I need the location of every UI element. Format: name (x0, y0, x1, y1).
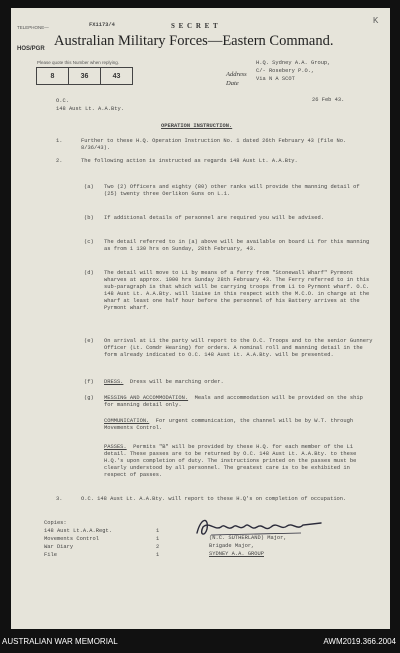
communication-text: For urgent communication, the channel will be by W.T. through Movements Control. (104, 418, 354, 431)
address-line-1: H.Q. Sydney A.A. Group, (256, 60, 331, 66)
copy-row-4-to: File (44, 552, 57, 558)
quote-note: Please quote this Number when replying. (37, 60, 120, 65)
item-c-text: The detail referred to in (a) above will be available on board L1 for this manning as from 1 130 hrs on Sunday, 28th February, 43. (104, 239, 370, 252)
letterhead-title: Australian Military Forces—Eastern Command. (54, 33, 334, 49)
telephone-label: TELEPHONE— (17, 25, 49, 30)
item-e-label: (e) (84, 338, 94, 344)
item-g-text: Meals and accommodation will be provided on the ship for manning detail only. (104, 395, 363, 408)
item-g-heading: MESSING AND ACCOMMODATION. (104, 395, 189, 401)
item-g-label: (g) (84, 395, 94, 401)
ref-box-2: 36 (69, 68, 101, 84)
address-line-2: C/- Rosebery P.O., (256, 68, 315, 74)
address-label: Address (226, 71, 247, 78)
copy-row-3-to: War Diary (44, 544, 74, 550)
item-f-text: Dress will be marching order. (129, 379, 224, 385)
copy-row-1-count: 1 (156, 528, 160, 534)
copy-row-2-to: Movements Control (44, 536, 99, 542)
ref-box-3: 43 (112, 72, 121, 80)
archive-footer (0, 633, 400, 653)
recipient-line-1: O.C. (56, 98, 69, 104)
para3-text: O.C. 148 Aust Lt. A.A.Bty. will report to these H.Q's on completion of occupation. (81, 496, 347, 502)
para2-text: The following action is instructed as regards 148 Aust Lt. A.A.Bty. (81, 158, 298, 164)
item-e-text: On arrival at L1 the party will report to the O.C. Troops and to the senior Gunnery Officer (Lt. Comdr Hearing) for orders. A nominal roll and manning detail in the form already indicated to O.C. 148 Aust Lt. A.A.Bty. will be presented. (104, 338, 373, 358)
copy-row-3-count: 2 (156, 544, 160, 550)
item-b-text: If additional details of personnel are required you will be advised. (104, 215, 324, 221)
handwritten-mark: K (373, 16, 379, 25)
secret-marking: S E C R E T (171, 22, 219, 30)
ref-box-1: 8 (37, 68, 69, 84)
file-reference: FX1173/4 (89, 22, 115, 28)
passes-body (104, 444, 374, 479)
copies-label: Copies: (44, 520, 67, 526)
copy-row-1-to: 148 Aust Lt.A.A.Regt. (44, 528, 112, 534)
address-line-3: Via N A SCOT (256, 76, 295, 82)
para1-number: 1. (56, 138, 63, 144)
item-a-text: Two (2) Officers and eighty (80) other ranks will provide the manning detail of (25) twenty three Oerlikon Guns on L.1. (104, 184, 360, 197)
passes-text: Permits "B" will be provided by these H.Q. for each member of the L1 detail. These passes are to be returned by O.C. 148 Aust Lt. A.A.Bty. to these H.Q.'s upon completion of duty. The instructions printed on the passes must be clearly understood by all personnel. The greatest care is to be exhibited in respect of passes. (104, 444, 357, 478)
signatory-rank: Brigade Major, (209, 543, 255, 549)
signatory-name: (N.C. SUTHERLAND) Major, (209, 535, 287, 541)
para2-number: 2. (56, 158, 63, 164)
item-d-text: The detail will move to L1 by means of a ferry from "Stonewall Wharf" Pyrmont wharves at approx. 1000 hrs Sunday 28th February 43. The Ferry referred to in this sub-paragraph is that which will be carrying troops from L1 to Pyrmont wharf. O.C. 148 Aust Lt. A.A.Bty. will liaise in this respect with the M.C.O. in charge at the wharf at least one half hour before the personnel of his Battery arrives at the Pyrmont wharf. (104, 270, 370, 311)
recipient-line-2: 148 Aust Lt. A.A.Bty. (56, 106, 124, 112)
item-f-label: (f) (84, 379, 94, 385)
item-a-label: (a) (84, 184, 94, 190)
communication-heading: COMMUNICATION. (104, 418, 150, 424)
reference-number-box (36, 67, 133, 85)
item-b-label: (b) (84, 215, 94, 221)
copy-row-4-count: 1 (156, 552, 160, 558)
date-label: Date (226, 80, 239, 87)
document-page (11, 8, 390, 629)
communication-body (104, 418, 374, 432)
item-g-body (104, 395, 374, 409)
reference-code: HOS/PGR (17, 46, 45, 52)
para1-text: Further to these H.Q. Operation Instruction No. 1 dated 26th February 43 (file No. 8/36/43). (81, 138, 347, 151)
para3-number: 3. (56, 496, 63, 502)
footer-accession-number: AWM2019.366.2004 (323, 637, 396, 646)
letter-date: 26 Feb 43. (312, 97, 345, 103)
passes-heading: PASSES. (104, 444, 127, 450)
item-f-body (104, 379, 374, 386)
signatory-unit: SYDNEY A.A. GROUP (209, 551, 264, 557)
footer-institution: AUSTRALIAN WAR MEMORIAL (2, 637, 118, 646)
item-f-heading: DRESS. (104, 379, 124, 385)
item-d-label: (d) (84, 270, 94, 276)
item-c-label: (c) (84, 239, 94, 245)
document-heading: OPERATION INSTRUCTION. (161, 123, 233, 129)
copy-row-2-count: 1 (156, 536, 160, 542)
